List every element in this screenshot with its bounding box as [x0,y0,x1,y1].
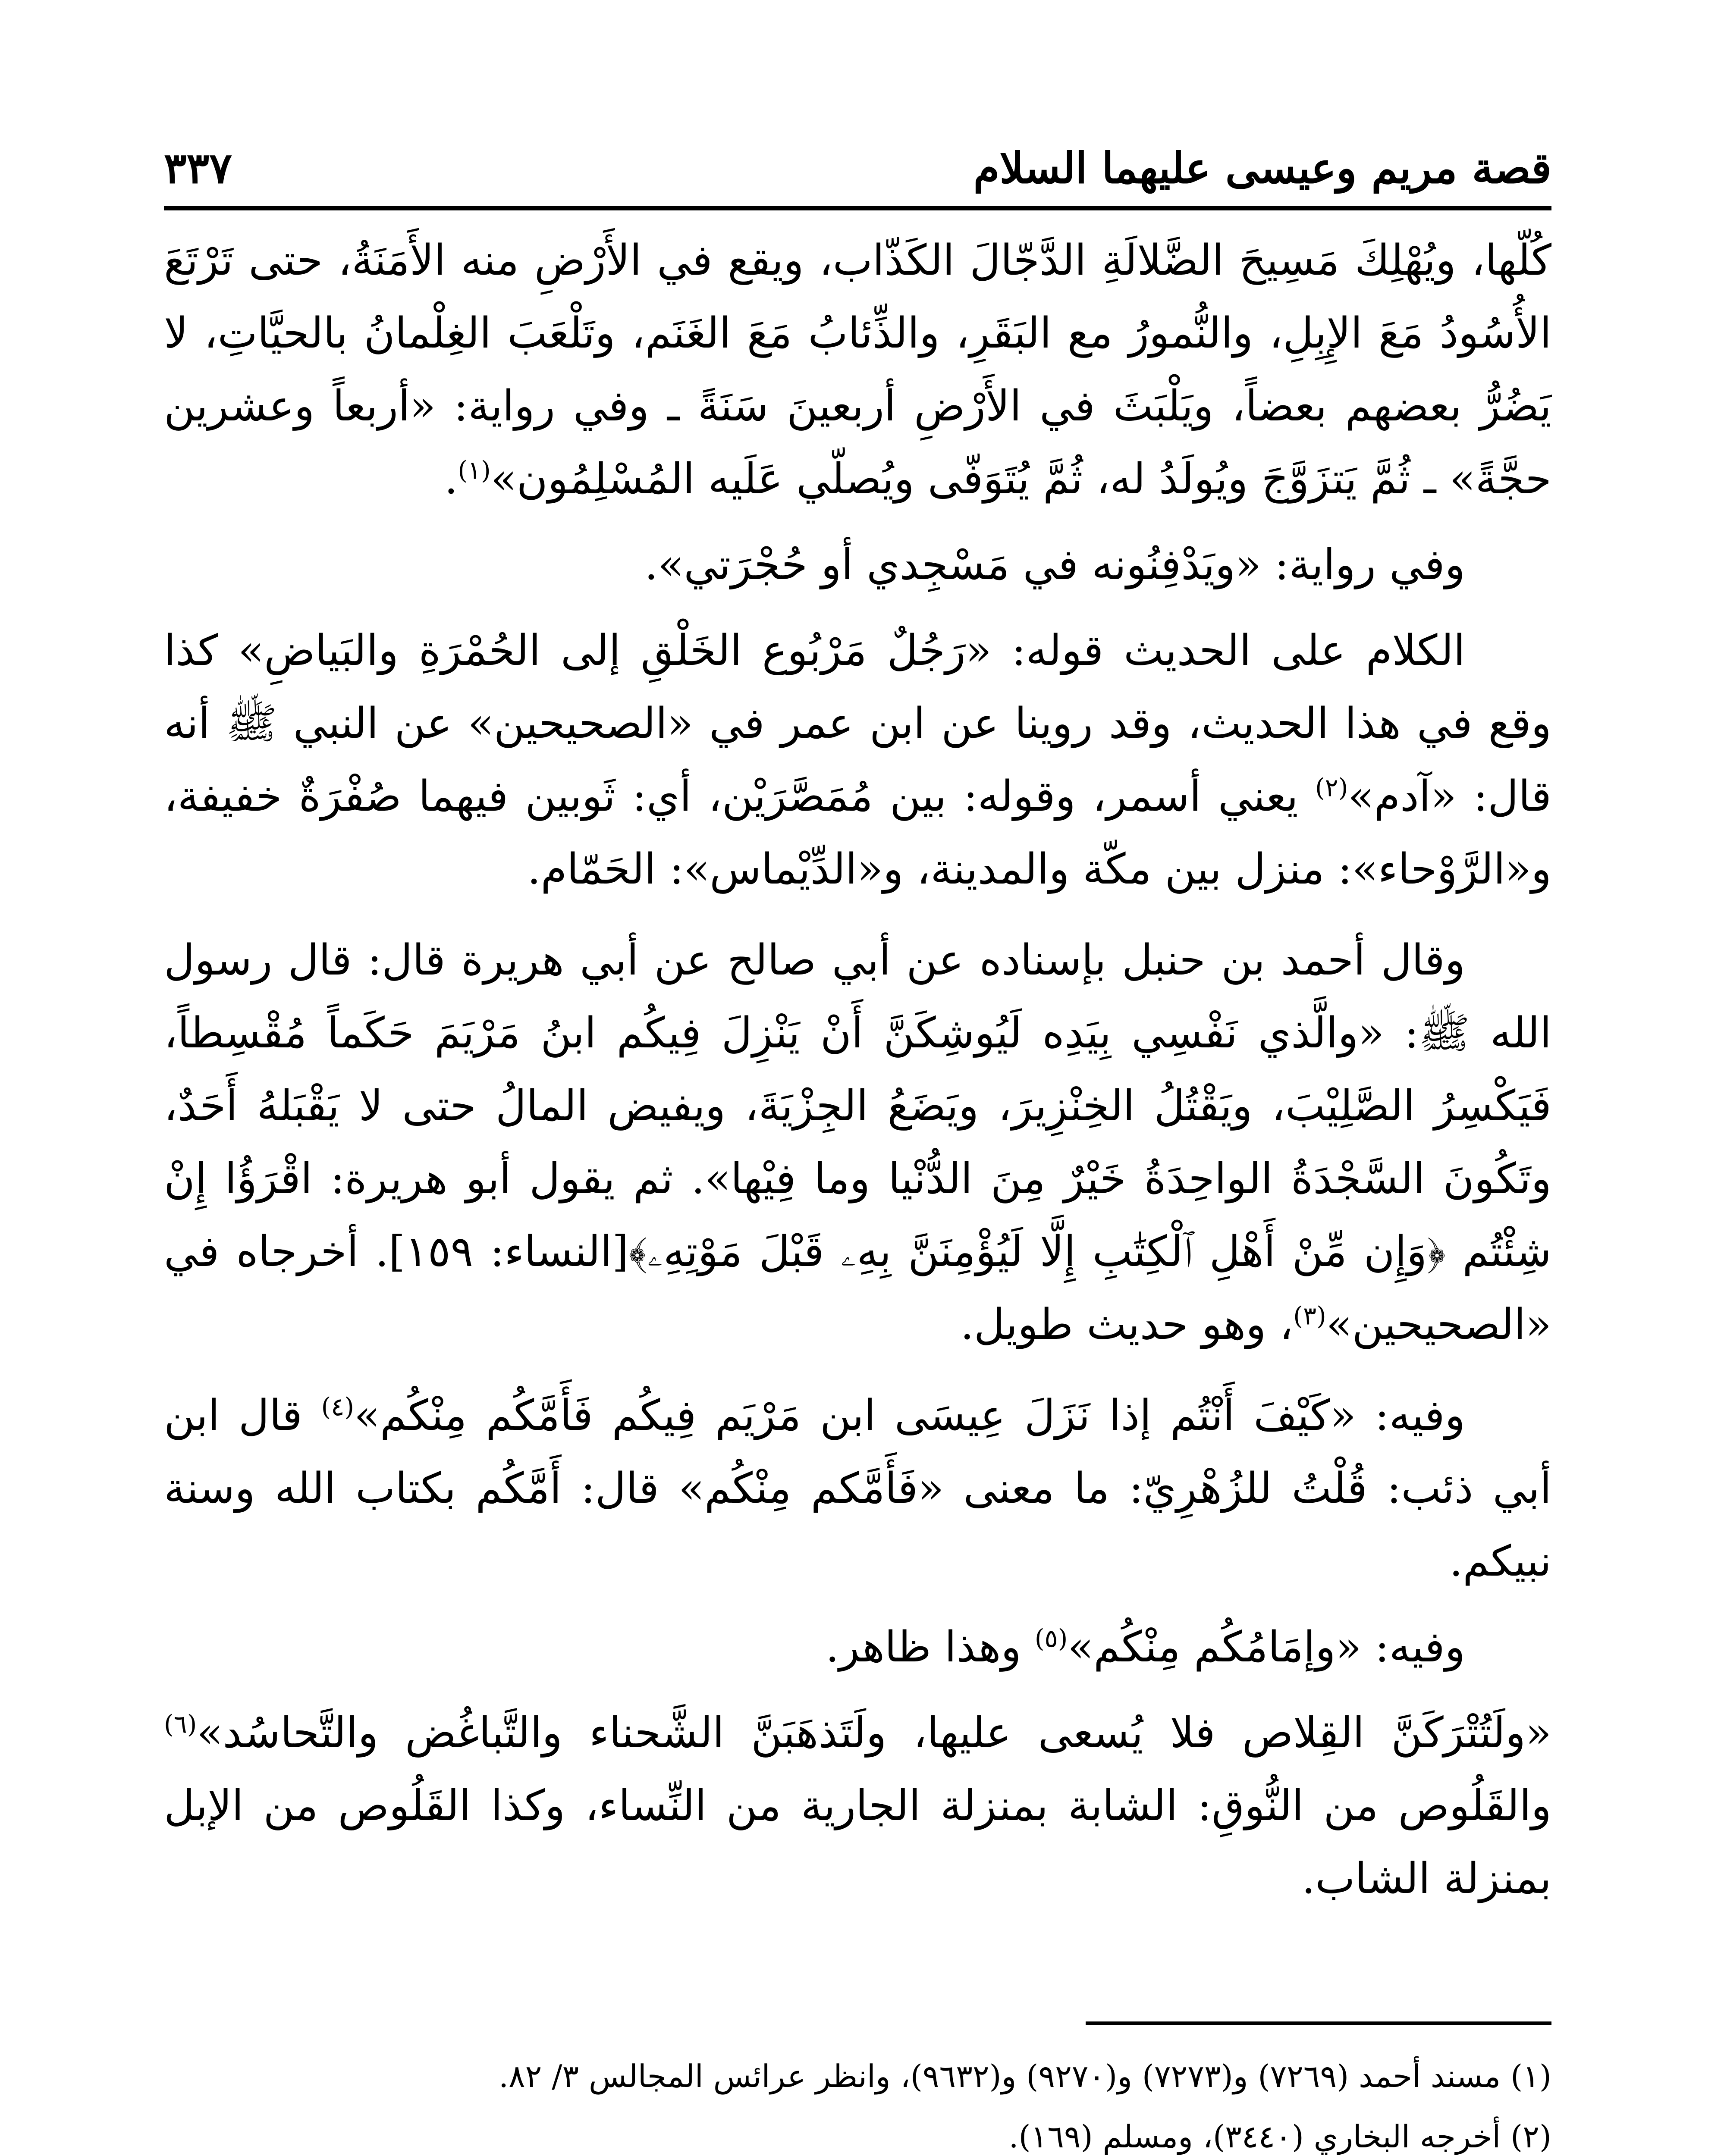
paragraph-text: وفيه: «وإمَامُكُم مِنْكُم» [1068,1623,1465,1672]
paragraph-text: «ولَتُتْرَكَنَّ القِلاص فلا يُسعى عليها، ولَتَذهَبَنَّ الشَّحناء والتَّباغُض والتَّحاسُد» [197,1708,1551,1758]
paragraph-text: وفي رواية: «ويَدْفِنُونه في مَسْجِدي أو حُجْرَتي». [644,540,1465,589]
paragraph [164,1379,1551,1598]
paragraph-tail: ، وهو حديث طويل. [960,1300,1294,1349]
paragraph-tail: والقَلُوص من النُّوقِ: الشابة بمنزلة الجارية من النِّساء، وكذا القَلُوص من الإبل بمنزلة الشاب. [164,1781,1551,1903]
header-divider [164,206,1551,210]
paragraph [164,924,1551,1361]
footnote-ref: (٤) [321,1392,355,1422]
paragraph [164,529,1551,602]
paragraph [164,1611,1551,1684]
paragraph [164,224,1551,516]
main-text [164,224,1551,1928]
footnote-divider [1086,2021,1551,2025]
paragraph-tail: قال ابن أبي ذئب: قُلْتُ للزُهْرِيّ: ما معنى «فَأَمَّكم مِنْكُم» قال: أَمَّكُم بكتاب الله وسنة نبيكم. [164,1391,1551,1586]
paragraph [164,614,1551,906]
paragraph-tail: يعني أسمر، وقوله: بين مُمَصَّرَيْن، أي: ثَوبين فيهما صُفْرَةٌ خفيفة، و«الرَّوْحاء»: منزل بين مكّة والمدينة، و«الدِّيْماس»: الحَمّام. [164,772,1551,894]
paragraph-tail: . [444,454,458,504]
page-number: ٣٣٧ [164,144,232,193]
footnote-ref: (٣) [1293,1301,1326,1331]
paragraph-text: وقال أحمد بن حنبل بإسناده عن أبي صالح عن أبي هريرة قال: قال رسول الله ﷺ: «والَّذي نَفْسِي بِيَدِه لَيُوشِكَنَّ أَنْ يَنْزِلَ فِيكُم ابنُ مَرْيَمَ حَكَماً مُقْسِطاً، فَيَكْسِرُ الصَّلِيْبَ، ويَقْتُلُ الخِنْزِيرَ، ويَضَعُ الجِزْيَةَ، ويفيض المالُ حتى لا يَقْبَلهُ أَحَدٌ، وتَكُونَ السَّجْدَةُ الواحِدَةُ خَيْرٌ مِنَ الدُّنْيا وما فِيْها». ثم يقول أبو هريرة: اقْرَؤُا إِنْ شِئْتُم ﴿وَإِن مِّنْ أَهْلِ ٱلْكِتَٰبِ إِلَّا لَيُؤْمِنَنَّ بِهِۦ قَبْلَ مَوْتِهِۦ﴾[النساء: ١٥٩]. أخرجاه في «الصحيحين» [164,936,1551,1349]
paragraph-text: الكلام على الحديث قوله: «رَجُلٌ مَرْبُوع الخَلْقِ إلى الحُمْرَةِ والبَياضِ» كذا وقع في هذا الحديث، وقد روينا عن ابن عمر في «الصحيحين» عن النبي ﷺ أنه قال: «آدم» [164,626,1551,821]
footnote-item: (١) مسند أحمد (٧٢٦٩) و(٧٢٧٣) و(٩٢٧٠) و(٩٦٣٢)، وانظر عرائس المجالس ٣/ ٨٢. [499,2058,1551,2094]
footnote-ref: (١) [458,455,491,485]
paragraph-tail: وهذا ظاهر. [826,1623,1035,1672]
chapter-title: قصة مريم وعيسى عليهما السلام [973,144,1551,193]
footnote-ref: (٥) [1034,1623,1068,1653]
footnote-item: (٢) أخرجه البخاري (٣٤٤٠)، ومسلم (١٦٩). [1008,2118,1551,2155]
paragraph-text: كُلّها، ويُهْلِكَ مَسِيحَ الضَّلالَةِ الدَّجّالَ الكَذّاب، ويقع في الأَرْضِ منه الأَمَنَةُ، حتى تَرْتَعَ الأُسُودُ مَعَ الإِبِلِ، والنُّمورُ مع البَقَرِ، والذِّئابُ مَعَ الغَنَم، وتَلْعَبَ الغِلْمانُ بالحيَّاتِ، لا يَضُرُّ بعضهم بعضاً، ويَلْبَثَ في الأَرْضِ أربعينَ سَنَةً ـ وفي رواية: «أربعاً وعشرين حجَّةً» ـ ثُمَّ يَتزَوَّجَ ويُولَدُ له، ثُمَّ يُتَوَفّى ويُصلّي عَلَيه المُسْلِمُون» [164,236,1551,504]
footnote-ref: (٦) [164,1709,197,1739]
running-header [164,108,1551,193]
footnote-ref: (٢) [1315,773,1348,802]
paragraph-text: وفيه: «كَيْفَ أَنْتُم إذا نَزَلَ عِيسَى ابن مَرْيَم فِيكُم فَأَمَّكُم مِنْكُم» [354,1391,1465,1440]
paragraph [164,1697,1551,1915]
footnotes [164,2046,1551,2156]
